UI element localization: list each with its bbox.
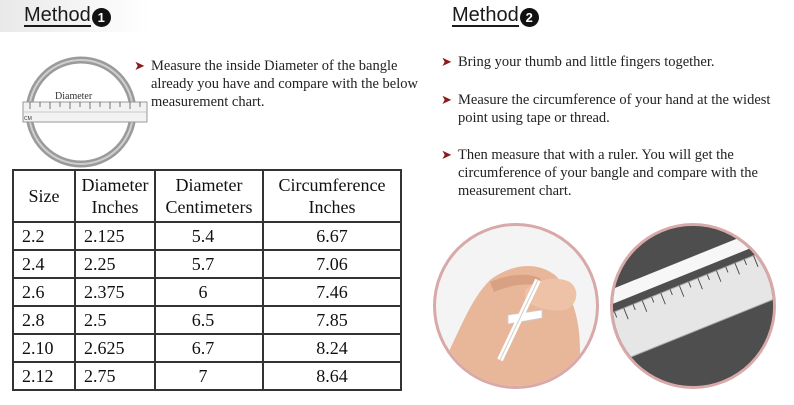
cell-size: 2.6 — [13, 278, 75, 306]
method-2-title: Method — [452, 4, 519, 26]
cell-diameter-cm: 6 — [155, 278, 263, 306]
table-row — [13, 222, 401, 250]
cell-circumference: 7.46 — [263, 278, 401, 306]
method-2-step-text: Measure the circumference of your hand at the widest point using tape or thread. — [458, 92, 771, 126]
size-chart-table — [12, 169, 402, 391]
cell-diameter-cm: 5.4 — [155, 222, 263, 250]
cell-diameter-in: 2.375 — [75, 278, 155, 306]
cell-diameter-cm: 7 — [155, 362, 263, 390]
cell-diameter-in: 2.625 — [75, 334, 155, 362]
cell-size: 2.2 — [13, 222, 75, 250]
table-row — [13, 334, 401, 362]
arrow-bullet-icon: ➤ — [441, 147, 452, 162]
cell-circumference: 6.67 — [263, 222, 401, 250]
method-1-instruction — [134, 57, 421, 111]
method-2-step — [441, 53, 778, 71]
method-1-number-badge: 1 — [92, 8, 111, 27]
bangle-ruler-illustration — [20, 52, 152, 170]
cell-size: 2.12 — [13, 362, 75, 390]
header-diameter-centimeters: Diameter Centimeters — [155, 170, 263, 222]
method-2-step — [441, 91, 778, 127]
method-1-instruction-text: Measure the inside Diameter of the bangle already you have and compare with the below measurement chart. — [151, 58, 418, 110]
table-row — [13, 250, 401, 278]
cell-size: 2.4 — [13, 250, 75, 278]
table-header-row — [13, 170, 401, 222]
cell-diameter-cm: 5.7 — [155, 250, 263, 278]
cell-diameter-in: 2.5 — [75, 306, 155, 334]
cell-circumference: 8.24 — [263, 334, 401, 362]
method-2-step — [441, 146, 788, 200]
method-2-step-text: Then measure that with a ruler. You will get the circumference of your bangle and compare with the measurement chart. — [458, 147, 758, 199]
cell-size: 2.10 — [13, 334, 75, 362]
method-1-heading — [24, 4, 111, 28]
method-2-number-badge: 2 — [520, 8, 539, 27]
ruler-cm-mark: CM — [24, 116, 32, 122]
cell-circumference: 8.64 — [263, 362, 401, 390]
arrow-bullet-icon: ➤ — [441, 54, 452, 69]
cell-diameter-in: 2.25 — [75, 250, 155, 278]
cell-circumference: 7.06 — [263, 250, 401, 278]
header-diameter-inches: Diameter Inches — [75, 170, 155, 222]
header-circumference-inches: Circumference Inches — [263, 170, 401, 222]
hand-measuring-photo — [430, 220, 602, 392]
cell-circumference: 7.85 — [263, 306, 401, 334]
cell-diameter-in: 2.75 — [75, 362, 155, 390]
method-1-title: Method — [24, 4, 91, 26]
header-size: Size — [13, 170, 75, 222]
diameter-label: Diameter — [55, 91, 93, 102]
table-row — [13, 306, 401, 334]
cell-diameter-in: 2.125 — [75, 222, 155, 250]
ruler-closeup-photo — [608, 220, 778, 392]
arrow-bullet-icon: ➤ — [441, 92, 452, 107]
table-row — [13, 278, 401, 306]
arrow-bullet-icon: ➤ — [134, 58, 145, 73]
table-row — [13, 362, 401, 390]
cell-diameter-cm: 6.5 — [155, 306, 263, 334]
method-2-heading — [452, 4, 539, 28]
cell-diameter-cm: 6.7 — [155, 334, 263, 362]
cell-size: 2.8 — [13, 306, 75, 334]
method-2-step-text: Bring your thumb and little fingers together. — [458, 54, 715, 70]
